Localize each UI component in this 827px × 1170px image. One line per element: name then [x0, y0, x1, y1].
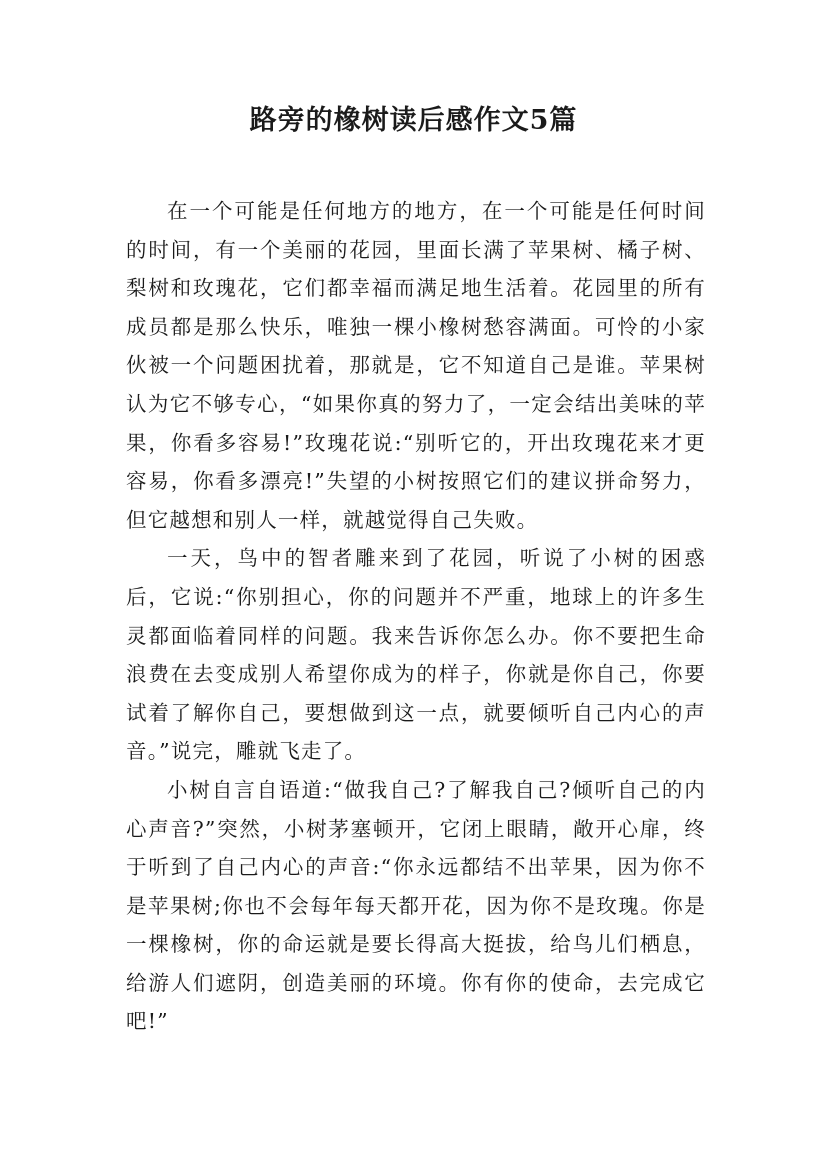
- document-title: 路旁的橡树读后感作文5篇: [249, 105, 578, 136]
- document-body: [126, 192, 706, 1041]
- paragraph-2: 一天，鸟中的智者雕来到了花园，听说了小树的困惑后，它说:“你别担心，你的问题并不严重，地球上的许多生灵都面临着同样的问题。我来告诉你怎么办。你不要把生命浪费在去变成别人希望你成为的样子，你就是你自己，你要试着了解你自己，要想做到这一点，就要倾听自己内心的声音。”说完，雕就飞走了。: [126, 546, 706, 764]
- paragraph-1: 在一个可能是任何地方的地方，在一个可能是任何时间的时间，有一个美丽的花园，里面长满了苹果树、橘子树、梨树和玫瑰花，它们都幸福而满足地生活着。花园里的所有成员都是那么快乐，唯独一棵小橡树愁容满面。可怜的小家伙被一个问题困扰着，那就是，它不知道自己是谁。苹果树认为它不够专心，“如果你真的努力了，一定会结出美味的苹果，你看多容易!”玫瑰花说:“别听它的，开出玫瑰花来才更容易，你看多漂亮!”失望的小树按照它们的建议拼命努力，但它越想和别人一样，就越觉得自己失败。: [126, 199, 706, 532]
- paragraph-3: 小树自言自语道:“做我自己?了解我自己?倾听自己的内心声音?”突然，小树茅塞顿开，它闭上眼睛，敞开心扉，终于听到了自己内心的声音:“你永远都结不出苹果，因为你不是苹果树;你也不会每年每天都开花，因为你不是玫瑰。你是一棵橡树，你的命运就是要长得高大挺拔，给鸟儿们栖息，给游人们遮阴，创造美丽的环境。你有你的使命，去完成它吧!”: [126, 777, 706, 1034]
